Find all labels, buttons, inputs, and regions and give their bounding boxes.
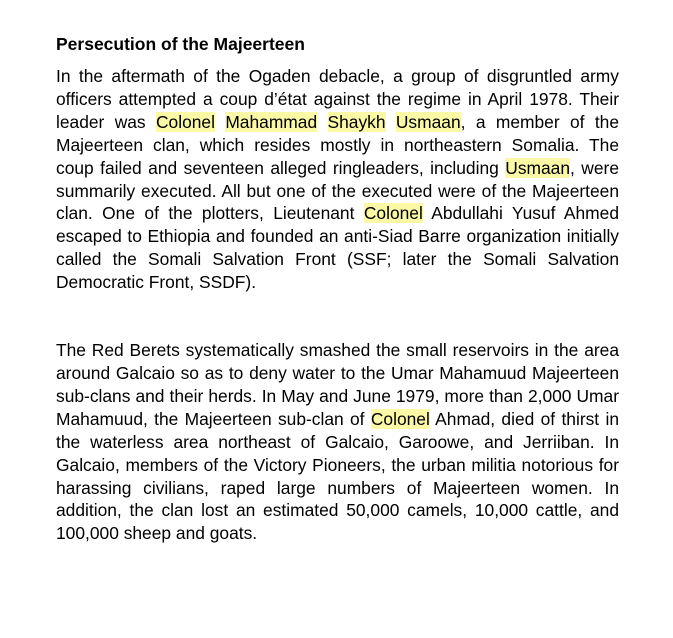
highlighted-term: Usmaan <box>505 157 571 178</box>
paragraph-1 <box>56 65 619 294</box>
paragraph-list <box>56 65 619 545</box>
document <box>56 33 619 545</box>
paragraph-text: Ahmad, died of thirst in the waterless area northeast of Galcaio, Garoowe, and Jerriiban. In Galcaio, members of the Victory Pioneers, the urban militia notorious for harassing civilians, raped large numbers of Majeerteen women. In addition, the clan lost an estimated 50,000 camels, 10,000 cattle, and 100,000 sheep and goats. <box>56 408 619 544</box>
highlighted-term: Usmaan <box>395 111 461 132</box>
paragraph-text <box>317 112 327 132</box>
highlighted-term: Colonel <box>370 408 430 429</box>
section-heading: Persecution of the Majeerteen <box>56 34 305 54</box>
highlighted-term: Colonel <box>155 111 215 132</box>
paragraph-text: Abdullahi Yusuf Ahmed escaped to Ethiopia and founded an anti-Siad Barre organization initially called the Somali Salvation Front (SSF; later the Somali Salvation Democratic Front, SSDF). <box>56 203 619 293</box>
highlighted-term: Mahammad <box>225 111 318 132</box>
paragraph-text: , a member of the Majeerteen clan, which resides mostly in northeastern Somalia. The coup failed and seventeen alleged ringleaders, including <box>56 111 619 178</box>
paragraph-text: The Red Berets systematically smashed the small reservoirs in the area around Galcaio so as to deny water to the Umar Mahamuud Majeerteen sub-clans and their herds. In May and June 1979, more than 2,000 Umar Mahamuud, the Majeerteen sub-clan of <box>56 340 619 429</box>
paragraph-2 <box>56 339 619 545</box>
highlighted-term: Colonel <box>363 203 423 224</box>
paragraph-text: , were summarily executed. All but one of the executed were of the Majeerteen clan. One of the plotters, Lieutenant <box>56 157 619 224</box>
highlighted-term: Shaykh <box>327 111 386 132</box>
paragraph-text <box>386 112 396 132</box>
paragraph-text <box>215 112 225 132</box>
paragraph-text: In the aftermath of the Ogaden debacle, a group of disgruntled army officers attempted a coup d’état against the regime in April 1978. Their leader was <box>56 66 619 132</box>
